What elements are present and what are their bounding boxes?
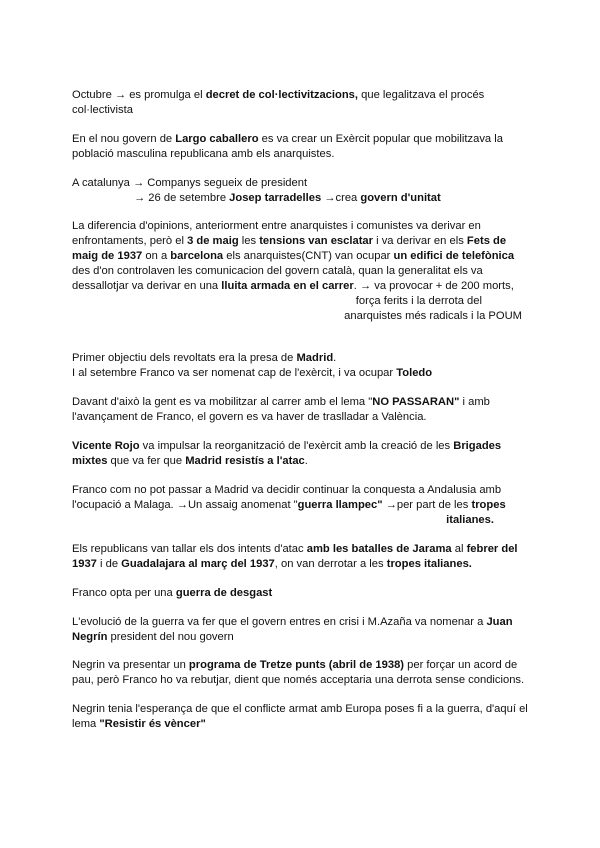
bold-text: tropes [471, 499, 506, 511]
bold-text: guerra de desgast [175, 587, 273, 599]
text: Octubre → es promulga el [72, 89, 206, 101]
bold-text: programa de Tretze punts (abril de 1938) [188, 659, 405, 671]
paragraph-decret [72, 88, 532, 118]
bold-text: tropes italianes. [386, 558, 472, 570]
bold-text: Vicente Rojo [72, 440, 140, 452]
bold-text: Josep tarradelles [229, 192, 322, 204]
paragraph-madrid [72, 351, 532, 381]
paragraph-desgast [72, 586, 532, 601]
text: Negrin va presentar un [72, 659, 189, 671]
text: Primer objectiu dels revoltats era la presa de [72, 352, 297, 364]
indented-line [72, 192, 441, 204]
text: I al setembre Franco va ser nomenat cap de l'exèrcit, i va ocupar [72, 367, 397, 379]
text: i de [96, 558, 122, 570]
text: els anarquistes(CNT) van ocupar [223, 250, 394, 262]
text: per forçar un acord de pau, però Franco ho va rebutjar, dient que només acceptaria una derrota sense condicions. [72, 659, 525, 686]
text: Negrin tenia l'esperança de que el conflicte armat amb Europa poses fi a la guerra, d'aquí el lema [72, 703, 528, 730]
bold-text: lluita armada en el carrer [221, 280, 354, 292]
paragraph-negrin-president [72, 615, 532, 645]
text: president del nou govern [107, 631, 234, 643]
paragraph-fets-de-maig [72, 219, 532, 324]
text: on a [142, 250, 171, 262]
paragraph-jarama [72, 542, 532, 572]
text: Franco com no pot passar a Madrid va decidir continuar la conquesta a Andalusia amb l'ocupació a Malaga. →Un assaig anomenat " [72, 484, 502, 511]
text: . → va provocar + de 200 morts, [353, 280, 514, 292]
paragraph-resistir [72, 702, 532, 732]
bold-text: italianes. [446, 514, 494, 526]
text: En el nou govern de [72, 133, 176, 145]
bold-text: "Resistir és vèncer" [99, 718, 206, 730]
bold-text: govern d'unitat [360, 192, 441, 204]
bold-text: Madrid resistís a l'atac [185, 455, 305, 467]
bold-text: amb les batalles de Jarama [306, 543, 452, 555]
text: La diferencia d'opinions, anteriorment entre anarquistes i comunistes va derivar en enfrontaments, però el [72, 220, 481, 247]
text: Els republicans van tallar els dos intents d'atac [72, 543, 307, 555]
text: força ferits i la derrota del [355, 295, 482, 307]
bold-text: tensions van esclatar [259, 235, 373, 247]
bold-text: barcelona [170, 250, 224, 262]
bold-text: Largo caballero [175, 133, 259, 145]
bold-text: febrer del 1937 [72, 543, 518, 570]
bold-text: decret de col·lectivitzacions, [205, 89, 359, 101]
text: es va crear un Exèrcit popular que mobilitzava la població masculina republicana amb els anarquistes. [72, 133, 503, 160]
bold-text: 3 de maig [187, 235, 239, 247]
text: L'evolució de la guerra va fer que el govern entres en crisi i M.Azaña va nomenar a [72, 616, 487, 628]
bold-text: Fets de maig de 1937 [72, 235, 507, 262]
text: i va derivar en els [373, 235, 467, 247]
text: . [333, 352, 337, 364]
paragraph-largo-caballero [72, 132, 532, 162]
text: . [304, 455, 308, 467]
paragraph-catalunya [72, 176, 532, 206]
text: Davant d'això la gent es va mobilitzar al carrer amb el lema " [72, 396, 373, 408]
bold-text: un edifici de telefònica [393, 250, 515, 262]
paragraph-tretze-punts [72, 658, 532, 688]
text: va impulsar la reorganització de l'exèrcit amb la creació de les [139, 440, 454, 452]
text: → 26 de setembre [134, 192, 230, 204]
paragraph-vicente-rojo [72, 439, 532, 469]
text: que va fer que [107, 455, 186, 467]
text: al [451, 543, 467, 555]
text: Franco opta per una [72, 587, 176, 599]
bold-text: Juan Negrín [72, 616, 513, 643]
bold-text: NO PASSARAN" [372, 396, 460, 408]
text: , on van derrotar a les [274, 558, 387, 570]
text: i amb l'avançament de Franco, el govern es va haver de traslladar a València. [72, 396, 490, 423]
text: →crea [321, 192, 361, 204]
paragraph-guerra-llampec [72, 483, 532, 528]
paragraph-no-passaran [72, 395, 532, 425]
bold-text: Guadalajara al març del 1937 [121, 558, 275, 570]
text: →per part de les [382, 499, 472, 511]
bold-text: Brigades mixtes [72, 440, 502, 467]
text: que legalitzava el procés col·lectivista [72, 89, 485, 116]
bold-text: Toledo [396, 367, 433, 379]
text: les [238, 235, 260, 247]
text: anarquistes més radicals i la POUM [344, 310, 522, 322]
bold-text: guerra llampec" [297, 499, 383, 511]
bold-text: Madrid [296, 352, 334, 364]
text: A catalunya → Companys segueix de president [72, 177, 308, 189]
text: des d'on controlaven les comunicacion del govern català, quan la generalitat els va dessallotjar va derivar en una [72, 265, 483, 292]
